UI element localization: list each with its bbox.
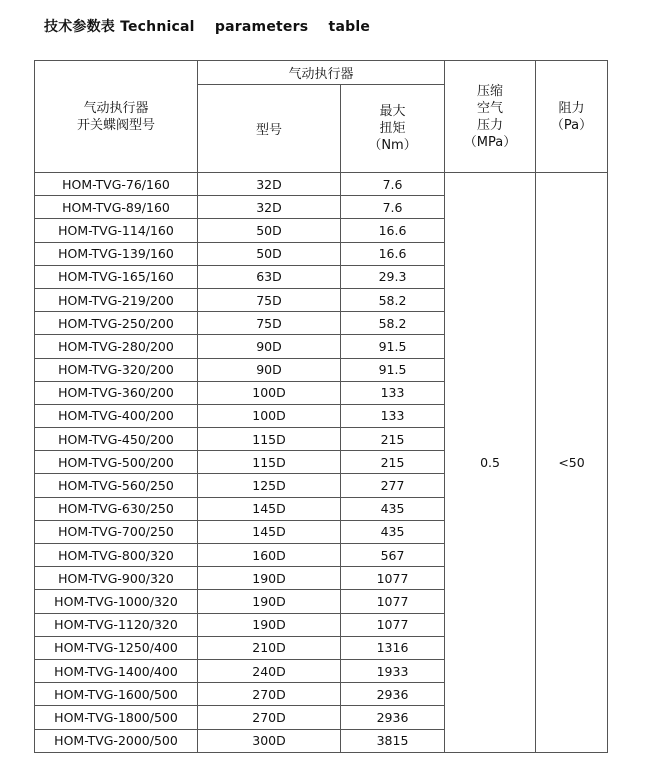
torque-cell: 435	[341, 520, 445, 543]
type-cell: 210D	[198, 636, 341, 659]
model-cell: HOM-TVG-114/160	[35, 219, 198, 242]
type-cell: 240D	[198, 659, 341, 682]
type-cell: 90D	[198, 335, 341, 358]
model-cell: HOM-TVG-400/200	[35, 404, 198, 427]
type-cell: 270D	[198, 683, 341, 706]
model-cell: HOM-TVG-360/200	[35, 381, 198, 404]
type-cell: 100D	[198, 404, 341, 427]
torque-cell: 16.6	[341, 219, 445, 242]
model-cell: HOM-TVG-1000/320	[35, 590, 198, 613]
type-cell: 145D	[198, 520, 341, 543]
model-cell: HOM-TVG-560/250	[35, 474, 198, 497]
type-cell: 63D	[198, 265, 341, 288]
type-column-header: 型号	[198, 85, 341, 173]
model-cell: HOM-TVG-1800/500	[35, 706, 198, 729]
model-cell: HOM-TVG-219/200	[35, 288, 198, 311]
model-cell: HOM-TVG-2000/500	[35, 729, 198, 752]
model-cell: HOM-TVG-1600/500	[35, 683, 198, 706]
torque-cell: 435	[341, 497, 445, 520]
type-cell: 270D	[198, 706, 341, 729]
model-cell: HOM-TVG-500/200	[35, 451, 198, 474]
model-cell: HOM-TVG-320/200	[35, 358, 198, 381]
page-title: 技术参数表 Technical parameters table	[44, 19, 371, 35]
resistance-column-header: 阻力 （Pa）	[536, 61, 608, 173]
torque-cell: 29.3	[341, 265, 445, 288]
model-cell: HOM-TVG-900/320	[35, 567, 198, 590]
actuator-group-header: 气动执行器	[198, 61, 445, 85]
torque-cell: 91.5	[341, 358, 445, 381]
torque-cell: 7.6	[341, 196, 445, 219]
pressure-cell: 0.5	[445, 173, 536, 753]
model-cell: HOM-TVG-250/200	[35, 312, 198, 335]
type-cell: 115D	[198, 451, 341, 474]
model-cell: HOM-TVG-800/320	[35, 544, 198, 567]
model-cell: HOM-TVG-450/200	[35, 428, 198, 451]
torque-cell: 215	[341, 428, 445, 451]
torque-cell: 1077	[341, 590, 445, 613]
torque-cell: 567	[341, 544, 445, 567]
model-cell: HOM-TVG-165/160	[35, 265, 198, 288]
pressure-column-header: 压缩 空气 压力 （MPa）	[445, 61, 536, 173]
torque-cell: 16.6	[341, 242, 445, 265]
torque-cell: 1077	[341, 567, 445, 590]
type-cell: 100D	[198, 381, 341, 404]
type-cell: 125D	[198, 474, 341, 497]
torque-cell: 91.5	[341, 335, 445, 358]
type-cell: 160D	[198, 544, 341, 567]
torque-cell: 58.2	[341, 288, 445, 311]
table-body	[35, 173, 608, 753]
torque-cell: 215	[341, 451, 445, 474]
model-cell: HOM-TVG-1400/400	[35, 659, 198, 682]
type-cell: 75D	[198, 288, 341, 311]
torque-cell: 133	[341, 381, 445, 404]
torque-cell: 1316	[341, 636, 445, 659]
torque-cell: 133	[341, 404, 445, 427]
model-cell: HOM-TVG-139/160	[35, 242, 198, 265]
type-cell: 32D	[198, 196, 341, 219]
table-row	[35, 173, 608, 196]
model-cell: HOM-TVG-89/160	[35, 196, 198, 219]
type-cell: 50D	[198, 242, 341, 265]
type-cell: 115D	[198, 428, 341, 451]
model-column-header: 气动执行器 开关蝶阀型号	[35, 61, 198, 173]
model-cell: HOM-TVG-1120/320	[35, 613, 198, 636]
model-cell: HOM-TVG-630/250	[35, 497, 198, 520]
torque-cell: 58.2	[341, 312, 445, 335]
model-cell: HOM-TVG-280/200	[35, 335, 198, 358]
model-cell: HOM-TVG-76/160	[35, 173, 198, 196]
torque-cell: 2936	[341, 706, 445, 729]
torque-column-header: 最大 扭矩 （Nm）	[341, 85, 445, 173]
torque-cell: 3815	[341, 729, 445, 752]
type-cell: 32D	[198, 173, 341, 196]
type-cell: 90D	[198, 358, 341, 381]
torque-cell: 1077	[341, 613, 445, 636]
table-header	[35, 61, 608, 173]
type-cell: 190D	[198, 590, 341, 613]
torque-cell: 1933	[341, 659, 445, 682]
type-cell: 190D	[198, 613, 341, 636]
type-cell: 50D	[198, 219, 341, 242]
resistance-cell: <50	[536, 173, 608, 753]
torque-cell: 277	[341, 474, 445, 497]
model-cell: HOM-TVG-700/250	[35, 520, 198, 543]
model-cell: HOM-TVG-1250/400	[35, 636, 198, 659]
type-cell: 190D	[198, 567, 341, 590]
type-cell: 300D	[198, 729, 341, 752]
torque-cell: 7.6	[341, 173, 445, 196]
parameters-table	[34, 60, 608, 753]
type-cell: 75D	[198, 312, 341, 335]
type-cell: 145D	[198, 497, 341, 520]
torque-cell: 2936	[341, 683, 445, 706]
